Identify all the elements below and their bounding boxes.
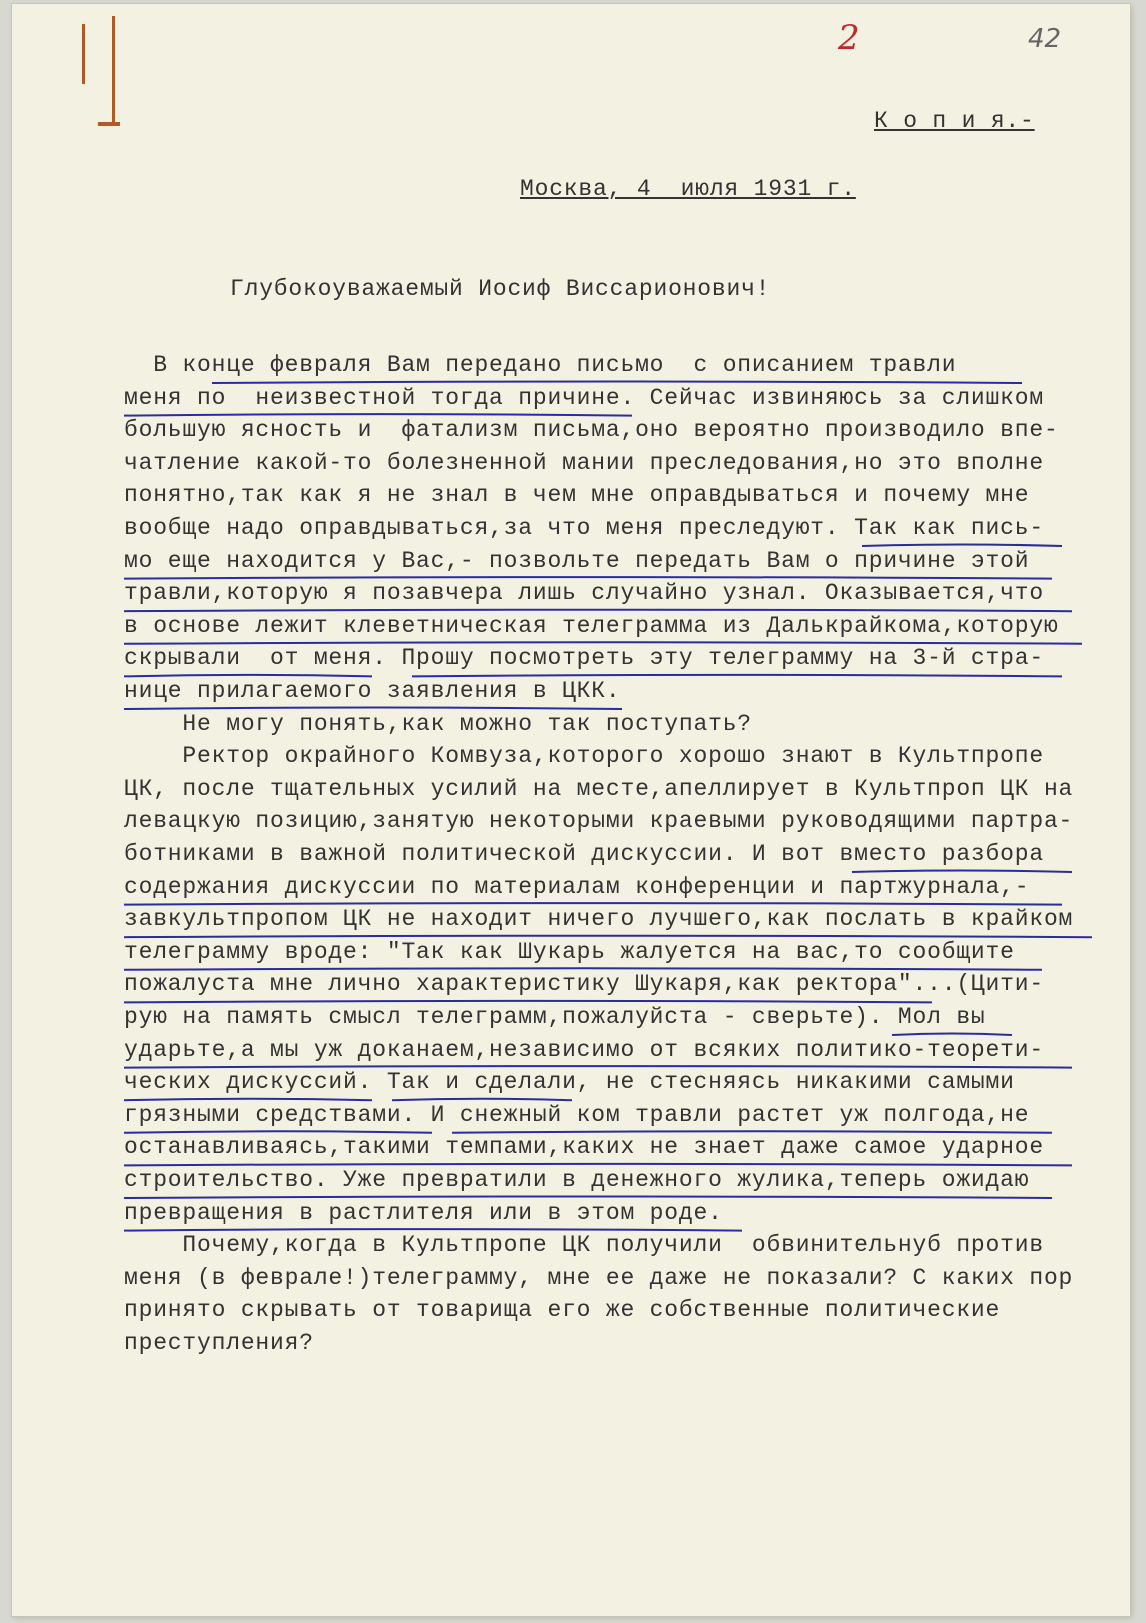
- body-line: содержания дискуссии по материалам конференции и партжурнала,-: [124, 873, 1030, 900]
- ink-underline: [124, 1131, 432, 1133]
- place-date: Москва, 4 июля 1931 г.: [520, 176, 856, 202]
- pencil-page-number: 42: [1028, 24, 1062, 54]
- ink-underline: [124, 708, 622, 710]
- body-line: ботниками в важной политической дискуссии. И вот вместо разбора: [124, 841, 1044, 867]
- ink-underline: [124, 1164, 1072, 1166]
- ink-underline: [452, 1131, 1052, 1133]
- body-line: чатление какой-то болезненной мании преследования,но это вполне: [124, 449, 1044, 476]
- body-line: преступления?: [124, 1330, 314, 1356]
- ink-underline: [124, 610, 1072, 612]
- body-line: Почему,когда в Культпропе ЦК получили обвинительнуб против: [124, 1232, 1044, 1259]
- ink-underline: [124, 936, 1092, 938]
- body-line: Не могу понять,как можно так поступать?: [124, 710, 752, 737]
- body-line: ческих дискуссий. Так и сделали, не стесняясь никакими самыми: [124, 1069, 1015, 1096]
- body-line: грязными средствами. И снежный ком травли растет уж полгода,не: [124, 1101, 1030, 1128]
- ink-underline: [124, 414, 632, 416]
- body-line: вообще надо оправдываться,за что меня преследуют. Так как пись-: [124, 515, 1044, 541]
- ink-underline: [862, 545, 1062, 547]
- body-line: большую ясность и фатализм письма,оно вероятно производило впе-: [124, 417, 1059, 444]
- body-line: телеграмму вроде: "Так как Шукарь жалуется на вас,то сообщите: [124, 938, 1015, 965]
- body-line: меня (в феврале!)телеграмму, мне ее даже не показали? С каких пор: [124, 1264, 1074, 1291]
- body-line: рую на память смысл телеграмм,пожалуйста - сверьте). Мол вы: [124, 1004, 986, 1030]
- copy-label: К о п и я.-: [874, 108, 1035, 134]
- body-line: в основе лежит клеветническая телеграмма из Далькрайкома,которую: [124, 612, 1059, 639]
- ink-underline: [124, 1229, 742, 1231]
- ink-underline: [124, 903, 1062, 905]
- ink-underline: [124, 1197, 1052, 1199]
- ink-underline: [412, 675, 1062, 677]
- body-line: скрывали от меня. Прошу посмотреть эту телеграмму на 3-й стра-: [124, 645, 1044, 672]
- red-page-number: 2: [838, 18, 860, 58]
- body-line: левацкую позицию,занятую некоторыми краевыми руководящими партра-: [124, 808, 1074, 835]
- ink-underline: [124, 1001, 932, 1003]
- ink-underline: [392, 1099, 572, 1101]
- ink-underline: [852, 871, 1072, 873]
- ink-underline: [124, 642, 1082, 644]
- body-line: превращения в растлителя или в этом роде.: [124, 1199, 723, 1226]
- ink-underline: [212, 382, 1022, 384]
- body-line: нице прилагаемого заявления в ЦКК.: [124, 678, 621, 704]
- ink-underline: [124, 1099, 372, 1101]
- ink-underline: [892, 1034, 1012, 1036]
- body-line: строительство. Уже превратили в денежного жулика,теперь ожидаю: [124, 1167, 1030, 1193]
- body-line: меня по неизвестной тогда причине. Сейчас извиняюсь за слишком: [124, 384, 1044, 411]
- body-line: понятно,так как я не знал в чем мне оправдываться и почему мне: [124, 482, 1030, 509]
- body-line: принято скрывать от товарища его же собственные политические: [124, 1297, 1001, 1324]
- body-line: ударьте,а мы уж доканаем,независимо от всяких политико-теорети-: [124, 1036, 1044, 1063]
- body-line: останавливаясь,такими темпами,каких не знает даже самое ударное: [124, 1134, 1044, 1161]
- salutation: Глубокоуважаемый Иосиф Виссарионович!: [230, 276, 771, 302]
- ink-underline: [124, 968, 1042, 970]
- ink-underline: [124, 675, 372, 677]
- body-line: В конце февраля Вам передано письмо с описанием травли: [124, 352, 957, 378]
- body-line: ЦК, после тщательных усилий на месте,апеллирует в Культпроп ЦК на: [124, 775, 1074, 802]
- body-line: травли,которую я позавчера лишь случайно узнал. Оказывается,что: [124, 580, 1044, 607]
- body-line: мо еще находится у Вас,- позвольте передать Вам о причине этой: [124, 547, 1030, 574]
- ink-underlines: [12, 4, 1130, 1616]
- ink-underline: [124, 577, 1052, 579]
- document-page: [12, 4, 1130, 1616]
- ink-underline: [124, 1066, 1072, 1068]
- body-line: завкультпропом ЦК не находит ничего лучшего,как послать в крайком: [124, 906, 1074, 933]
- body-line: Ректор окрайного Комвуза,которого хорошо знают в Культпропе: [124, 743, 1044, 770]
- body-line: пожалуста мне лично характеристику Шукаря,как ректора"...(Цити-: [124, 971, 1044, 998]
